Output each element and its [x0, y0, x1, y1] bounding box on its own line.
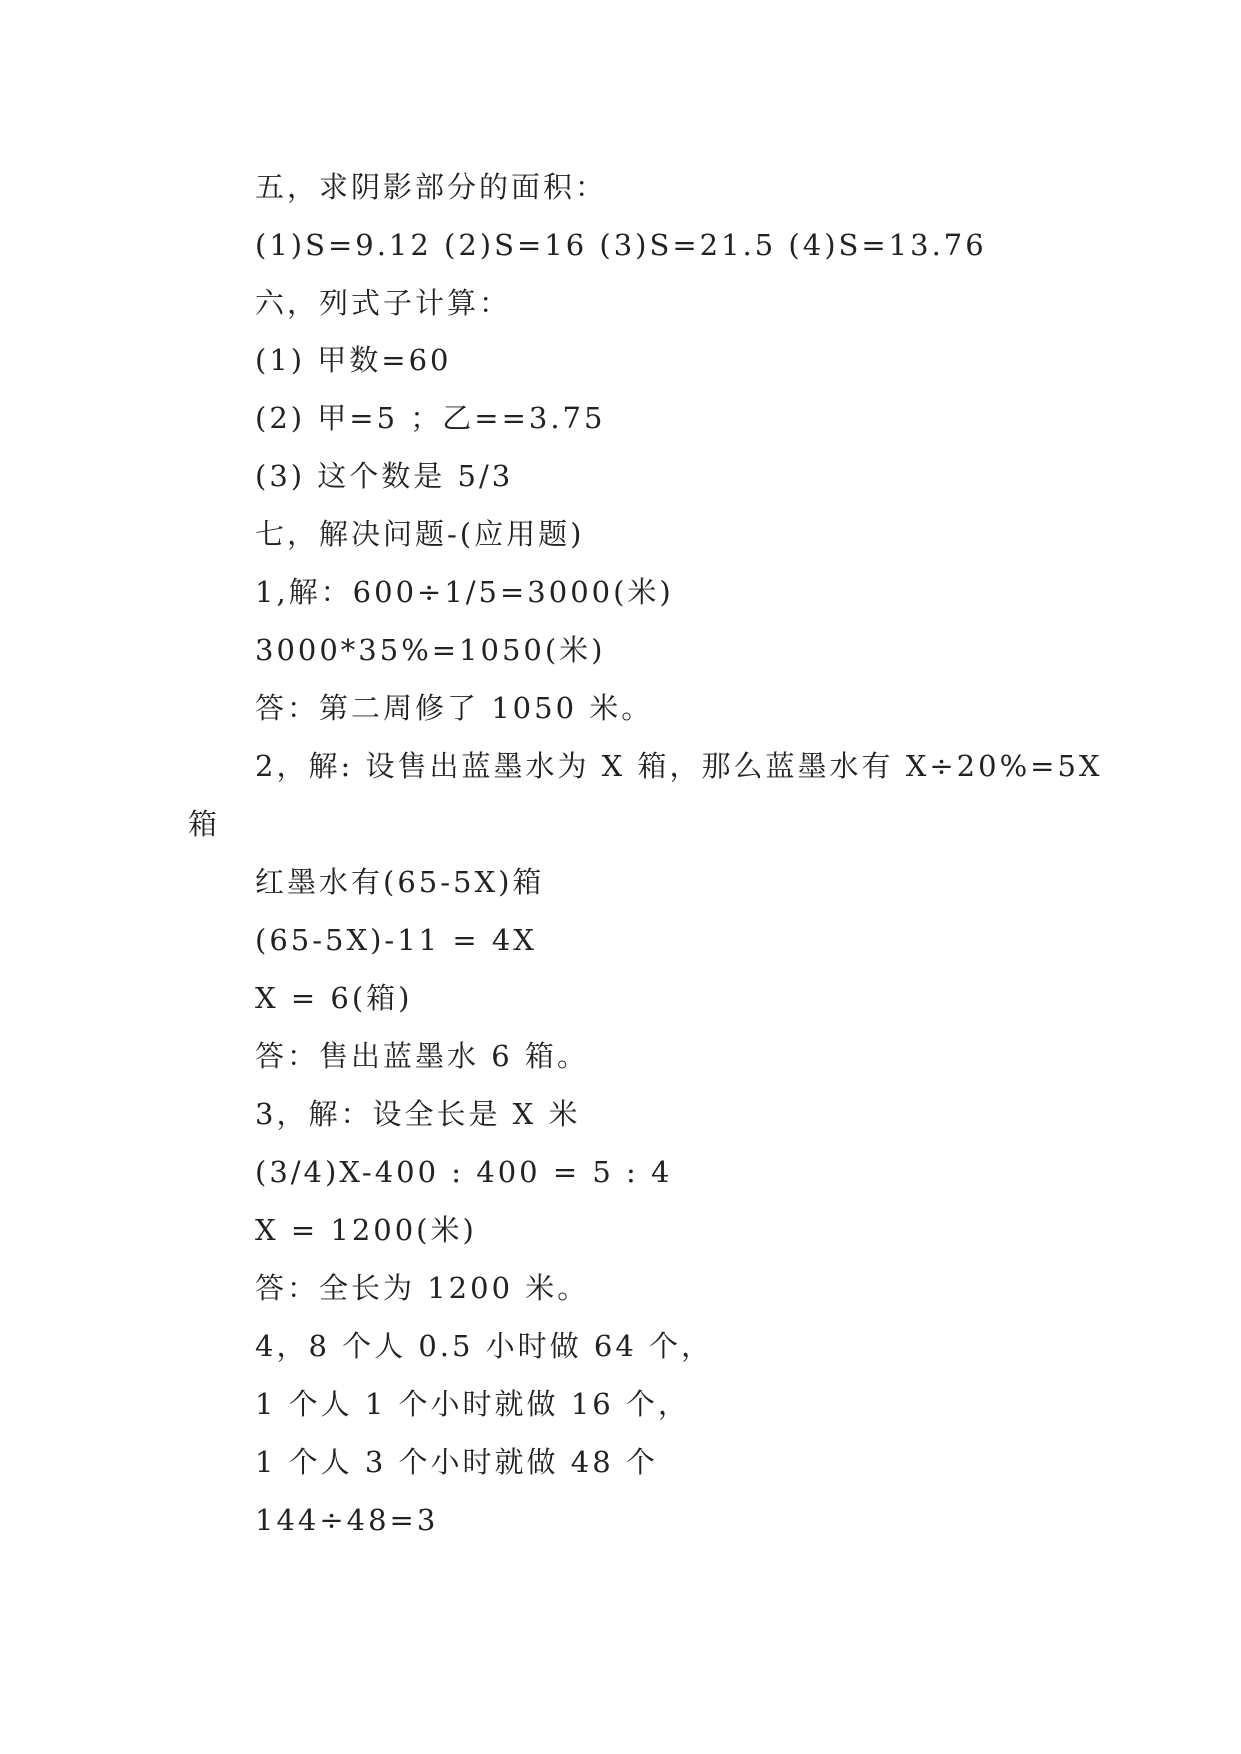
problem-4-step-2: 1 个人 1 个小时就做 16 个，	[255, 1387, 690, 1421]
problem-3-step-2: (3/4)X-400 : 400 = 5 : 4	[255, 1155, 673, 1189]
section-heading-5: 五，求阴影部分的面积：	[255, 170, 608, 204]
problem-3-step-1: 3，解：设全长是 X 米	[255, 1097, 581, 1131]
section-heading-6: 六，列式子计算：	[255, 286, 512, 320]
problem-4-step-4: 144÷48=3	[255, 1503, 439, 1537]
problem-2-step-2: 红墨水有(65-5X)箱	[255, 865, 545, 899]
problem-1-answer: 答：第二周修了 1050 米。	[255, 691, 654, 725]
problem-2-step-4: X = 6(箱)	[255, 981, 413, 1015]
problem-2-answer: 答：售出蓝墨水 6 箱。	[255, 1039, 589, 1073]
problem-3-answer: 答：全长为 1200 米。	[255, 1271, 590, 1305]
calc-answer-2: (2) 甲=5 ；乙==3.75	[255, 401, 606, 435]
section-heading-7: 七，解决问题-(应用题)	[255, 517, 585, 551]
problem-2-step-1-wrap: 箱	[188, 807, 221, 841]
problem-1-step-2: 3000*35%=1050(米)	[255, 633, 606, 667]
calc-answer-1: (1) 甲数=60	[255, 343, 452, 377]
shaded-area-answers: (1)S=9.12 (2)S=16 (3)S=21.5 (4)S=13.76	[255, 228, 987, 262]
problem-1-step-1: 1,解：600÷1/5=3000(米)	[255, 575, 674, 609]
problem-2-step-3: (65-5X)-11 = 4X	[255, 923, 537, 957]
calc-answer-3: (3) 这个数是 5/3	[255, 459, 514, 493]
problem-4-step-3: 1 个人 3 个小时就做 48 个	[255, 1445, 658, 1479]
problem-2-step-1: 2，解: 设售出蓝墨水为 X 箱，那么蓝墨水有 X÷20%=5X	[255, 749, 1103, 783]
problem-3-step-3: X = 1200(米)	[255, 1213, 477, 1247]
problem-4-step-1: 4，8 个人 0.5 小时做 64 个，	[255, 1329, 714, 1363]
